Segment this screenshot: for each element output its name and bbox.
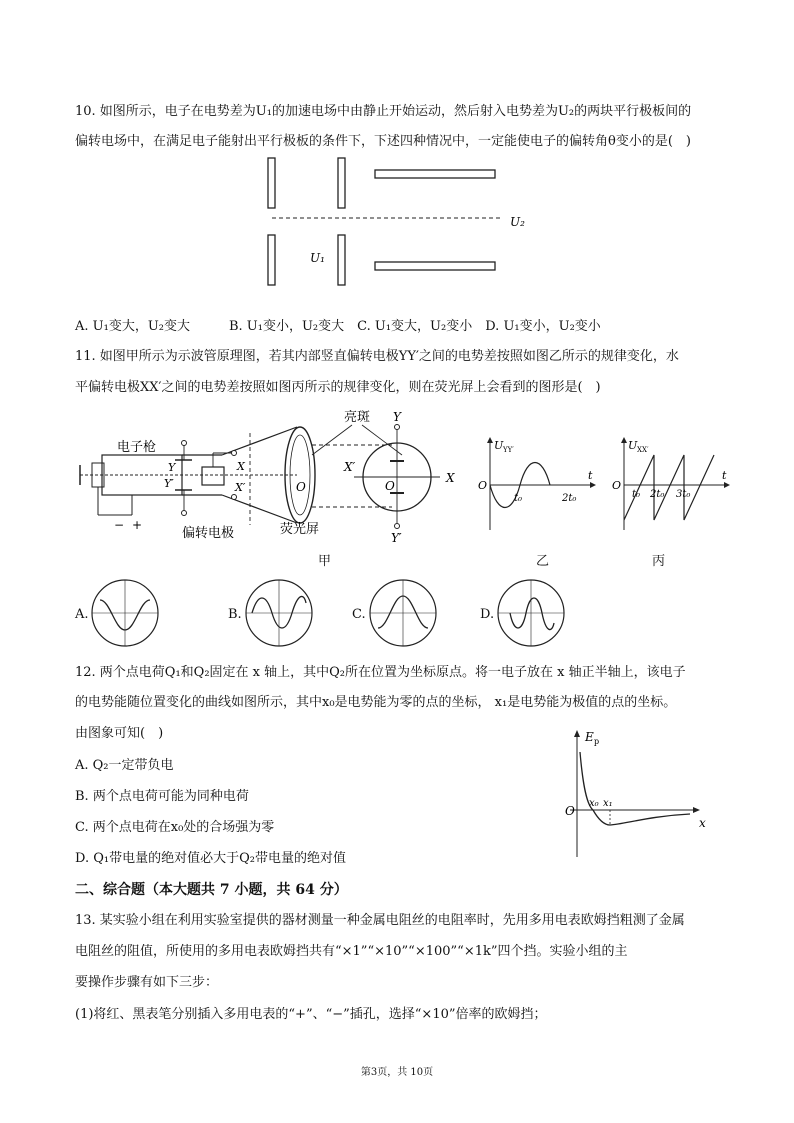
q11-option-a-label: A. [75, 607, 89, 622]
svg-text:Y′: Y′ [391, 531, 402, 545]
svg-text:x₁: x₁ [603, 798, 613, 809]
svg-text:XX′: XX′ [637, 446, 649, 454]
q11-figure-yi [478, 435, 598, 535]
caption-yi: 乙 [536, 554, 550, 569]
q12-option-d: D. Q₁带电量的绝对值必大于Q₂带电量的绝对值 [75, 851, 346, 866]
q11-option-c-figure [368, 578, 438, 648]
u2-label: U₂ [510, 215, 525, 229]
svg-text:t₀: t₀ [632, 489, 641, 500]
q11-figure-jia [72, 405, 472, 555]
svg-text:U: U [494, 439, 504, 452]
u1-label: U₁ [310, 251, 325, 265]
q11-option-c-label: C. [352, 607, 366, 622]
screen-label: 荧光屏 [280, 522, 320, 537]
svg-text:t: t [588, 469, 593, 482]
svg-text:E: E [585, 730, 594, 744]
svg-text:O: O [478, 479, 488, 492]
accel-plate-2-top [338, 158, 345, 208]
screen-O: O [296, 480, 306, 494]
q11-option-a-figure [90, 578, 160, 648]
q12-option-c: C. 两个点电荷在x₀处的合场强为零 [75, 820, 275, 835]
q10-figure [260, 150, 560, 290]
q11-figure-bing [612, 435, 732, 535]
svg-text:x: x [699, 816, 706, 830]
q12-option-b: B. 两个点电荷可能为同种电荷 [75, 789, 249, 804]
svg-text:O: O [612, 479, 622, 492]
svg-text:t₀: t₀ [514, 493, 523, 504]
svg-text:X: X [237, 460, 245, 473]
svg-text:Y: Y [393, 410, 401, 424]
caption-bing: 丙 [652, 554, 666, 569]
gun-label: 电子枪 [117, 440, 157, 455]
svg-text:YY′: YY′ [503, 446, 514, 454]
q10-stem-line2: 偏转电场中，在满足电子能射出平行极板的条件下，下述四种情况中，一定能使电子的偏转角θ变小的是( ) [75, 134, 691, 149]
q11-stem-line2: 平偏转电极XX′之间的电势差按照如图丙所示的规律变化，则在荧光屏上会看到的图形是( ) [75, 380, 601, 395]
q11-option-d-figure [496, 578, 566, 648]
uxx-sawtooth [624, 455, 714, 520]
svg-text:2t₀: 2t₀ [562, 493, 577, 504]
accel-plate-1-top [268, 158, 275, 208]
gun-plus: + [132, 518, 143, 532]
q10-stem-line1: 10. 如图所示，电子在电势差为U₁的加速电场中由静止开始运动，然后射入电势差为U₂的两块平行极板间的 [75, 104, 692, 119]
svg-text:t: t [722, 469, 727, 482]
ep-curve [580, 752, 690, 825]
svg-text:p: p [594, 737, 600, 746]
q12-option-a: A. Q₂一定带负电 [75, 758, 174, 773]
q11-option-b-label: B. [228, 607, 242, 622]
screen-ellipse [285, 427, 315, 523]
caption-jia: 甲 [318, 554, 332, 569]
q13-line2: 电阻丝的阻值，所使用的多用电表欧姆挡共有“×1”“×10”“×100”“×1k”四个挡。实验小组的主 [75, 944, 628, 959]
svg-text:X′: X′ [344, 460, 356, 474]
electrode-label: 偏转电极 [182, 526, 235, 541]
svg-text:3t₀: 3t₀ [676, 489, 691, 500]
spot-label: 亮斑 [344, 410, 371, 425]
svg-text:2t₀: 2t₀ [650, 489, 665, 500]
svg-text:Y′: Y′ [164, 477, 174, 490]
svg-text:O: O [565, 804, 575, 818]
svg-text:X′: X′ [235, 481, 246, 494]
svg-text:X: X [446, 471, 455, 485]
svg-text:U: U [628, 439, 638, 452]
svg-text:O: O [385, 479, 395, 493]
q11-option-d-label: D. [480, 607, 495, 622]
q11-option-b-figure [244, 578, 314, 648]
accel-plate-1-bottom [268, 235, 275, 285]
deflect-plate-top [375, 170, 495, 178]
gun-minus: − [114, 518, 125, 532]
deflect-plate-bottom [375, 262, 495, 270]
accel-plate-2-bottom [338, 235, 345, 285]
q13-line3: 要操作步骤有如下三步： [75, 975, 219, 990]
svg-text:x₀: x₀ [589, 798, 599, 809]
page-footer: 第3页，共 10页 [360, 1067, 434, 1078]
q11-stem-line1: 11. 如图甲所示为示波管原理图，若其内部竖直偏转电极YY′之间的电势差按照如图乙所示的规律变化，水 [75, 349, 679, 364]
section-heading: 二、综合题（本大题共 7 小题，共 64 分） [75, 882, 348, 898]
q12-ep-graph [565, 727, 715, 862]
q13-line4: (1)将红、黑表笔分别插入多用电表的“+”、“−”插孔，选择“×10”倍率的欧姆挡； [75, 1007, 547, 1022]
q10-options: A. U₁变大，U₂变大 B. U₁变小，U₂变大 C. U₁变大，U₂变小 D. U₁变小，U₂变小 [75, 319, 601, 334]
svg-text:Y: Y [168, 461, 176, 474]
q12-stem-line2: 的电势能随位置变化的曲线如图所示，其中x₀是电势能为零的点的坐标， x₁是电势能为极值的点的坐标。 [75, 695, 677, 710]
q12-stem-line1: 12. 两个点电荷Q₁和Q₂固定在 x 轴上，其中Q₂所在位置为坐标原点。将一电子放在 x 轴正半轴上，该电子 [75, 665, 686, 680]
q12-stem-line3: 由图象可知( ) [75, 726, 164, 741]
q13-line1: 13. 某实验小组在利用实验室提供的器材测量一种金属电阻丝的电阻率时，先用多用电表欧姆挡粗测了金属 [75, 913, 685, 928]
